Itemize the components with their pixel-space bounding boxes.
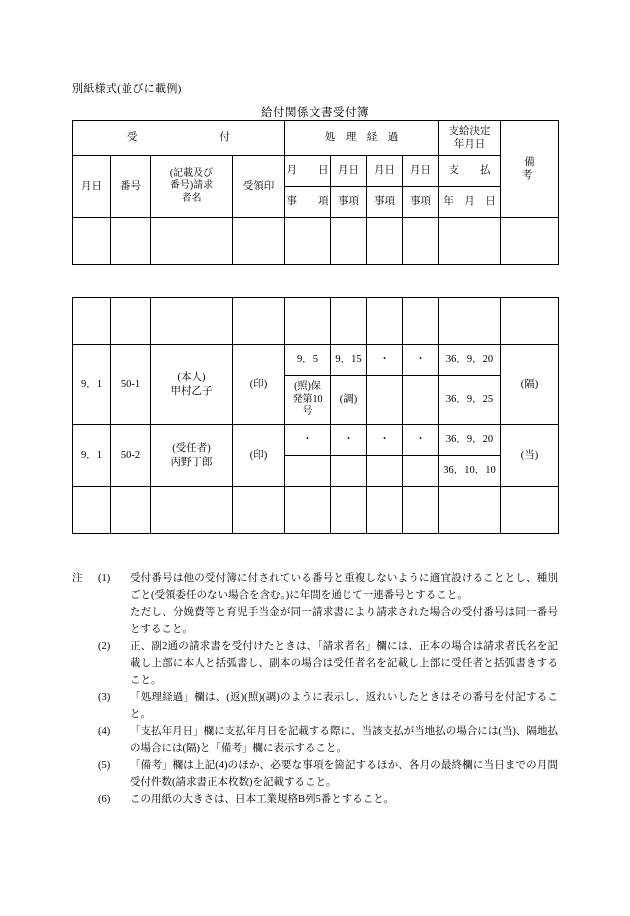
note-body [130, 570, 558, 638]
cell-remark: (隔) [501, 345, 559, 425]
col-processing-4-date: 月日 [403, 156, 439, 187]
note-line: 正、副2通の請求書を受付けたときは、「請求者名」欄には、正本の場合は請求者氏名を記載し上部に本人と括弧書し、副本の場合は受任者名を記載し上部に受任者と括弧書きすること。 [130, 641, 558, 686]
processing-1-item-line1: (照)保 [294, 381, 321, 393]
col-receipt-seal: 受領印 [233, 156, 285, 218]
note-body [130, 791, 558, 808]
table-row [73, 345, 559, 376]
notes-section [72, 570, 558, 808]
cell-processing-4 [403, 487, 439, 534]
header-processing: 処 理 経 過 [285, 121, 439, 156]
cell-processing-4-date: ・ [403, 345, 439, 376]
page-title: 給付関係文書受付簿 [261, 107, 369, 119]
ledger-table-bottom [72, 297, 559, 534]
cell-seal: (印) [233, 345, 285, 425]
cell-remark [501, 487, 559, 534]
cell-processing-3 [367, 218, 403, 265]
note-line: ただし、分娩費等と育児手当金が同一請求書により請求された場合の受付番号は同一番号とすること。 [130, 607, 558, 635]
cell-processing-4-item [403, 376, 439, 425]
col-payment-amount: 支 払 [439, 156, 501, 187]
col-processing-4-item: 事項 [403, 187, 439, 218]
cell-name [151, 487, 233, 534]
cell-number [111, 218, 151, 265]
header-remarks: 備 考 [501, 121, 559, 218]
col-processing-3-date: 月日 [367, 156, 403, 187]
table-header-row-groups [73, 121, 559, 156]
cell-date [73, 487, 111, 534]
cell-payment-date-bottom: 36．10．10 [439, 456, 501, 487]
col-reception-date: 月日 [73, 156, 111, 218]
note-line: 受付番号は他の受付簿に付されている番号と重複しないように適宜設けることとし、種別ごと(受領委任のない場合を含む。)に年間を通じて一連番号とすること。 [130, 573, 558, 601]
col-processing-2-item: 事項 [331, 187, 367, 218]
note-line: 「支払年月日」欄に支払年月日を記載する際に、当該支払が当地払の場合には(当)、隔地払の場合には(隔)と「備考」欄に表示すること。 [130, 726, 558, 754]
cell-processing-2-item [331, 456, 367, 487]
cell-processing-3 [367, 298, 403, 345]
note-item-5 [72, 757, 558, 791]
cell-number [111, 298, 151, 345]
cell-processing-1 [285, 487, 331, 534]
cell-number: 50-2 [111, 425, 151, 487]
note-item-4 [72, 723, 558, 757]
note-number: (2) [98, 641, 111, 652]
cell-processing-3-item [367, 376, 403, 425]
note-item-3 [72, 689, 558, 723]
note-line: 「備考」欄は上記(4)のほか、必要な事項を箇記するほか、各月の最終欄に当日までの月間受付件数(請求書正本枚数)を記載すること。 [130, 760, 558, 788]
header-reception: 受 付 [73, 121, 285, 156]
cell-remark [501, 218, 559, 265]
cell-processing-2 [331, 218, 367, 265]
note-number: (3) [98, 692, 111, 703]
table-header-row-sub-top [73, 156, 559, 187]
cell-payment [439, 487, 501, 534]
reception-ledger-template-table [72, 120, 587, 265]
table-row [73, 218, 559, 265]
note-body [130, 757, 558, 791]
note-number: (6) [98, 794, 111, 805]
cell-number [111, 487, 151, 534]
cell-remark: (当) [501, 425, 559, 487]
cell-processing-1 [285, 218, 331, 265]
cell-processing-1-date: 9．5 [285, 345, 331, 376]
cell-date: 9．1 [73, 425, 111, 487]
col-processing-1-date: 月 日 [285, 156, 331, 187]
cell-payment [439, 218, 501, 265]
cell-seal [233, 487, 285, 534]
cell-date [73, 298, 111, 345]
cell-processing-3-item [367, 456, 403, 487]
cell-processing-1 [285, 298, 331, 345]
cell-processing-2-date: 9．15 [331, 345, 367, 376]
cell-seal: (印) [233, 425, 285, 487]
cell-processing-4 [403, 298, 439, 345]
col-processing-3-item: 事項 [367, 187, 403, 218]
cell-name [151, 345, 233, 425]
cell-seal [233, 218, 285, 265]
cell-remark [501, 298, 559, 345]
notes-label: 注 [72, 573, 83, 584]
note-number: (5) [98, 760, 111, 771]
col-processing-2-date: 月日 [331, 156, 367, 187]
cell-name [151, 298, 233, 345]
header-payment-decision-line1: 支給決定 [448, 125, 491, 137]
cell-processing-2 [331, 298, 367, 345]
header-payment-decision [439, 121, 501, 156]
col-reception-number: 番号 [111, 156, 151, 218]
cell-name [151, 425, 233, 487]
note-item-2 [72, 638, 558, 689]
cell-processing-2-item: (調) [331, 376, 367, 425]
table-row [73, 487, 559, 534]
cell-processing-1-item [285, 376, 331, 425]
cell-name-line1: (受任者) [172, 443, 211, 455]
reception-ledger-example-table [72, 297, 558, 534]
cell-name-line2: 丙野丁郎 [170, 456, 213, 468]
cell-date: 9．1 [73, 345, 111, 425]
ledger-table-top [72, 120, 587, 265]
cell-processing-2 [331, 487, 367, 534]
cell-processing-3-date: ・ [367, 425, 403, 456]
cell-seal [233, 298, 285, 345]
cell-processing-4 [403, 218, 439, 265]
cell-date [73, 218, 111, 265]
cell-payment-date-top: 36．9．20 [439, 425, 501, 456]
col-claimant-name: (記載及び 番号)請求 者名 [151, 156, 233, 218]
note-item-1 [72, 570, 558, 638]
note-item-6 [72, 791, 558, 808]
cell-number: 50-1 [111, 345, 151, 425]
note-body [130, 723, 558, 757]
cell-payment [439, 298, 501, 345]
cell-payment-date-bottom: 36．9．25 [439, 376, 501, 425]
cell-payment-date-top: 36．9．20 [439, 345, 501, 376]
note-body [130, 638, 558, 689]
processing-1-item-line3: 号 [302, 406, 313, 418]
cell-processing-1-date: ・ [285, 425, 331, 456]
cell-processing-3-date: ・ [367, 345, 403, 376]
note-line: 「処理経過」欄は、(返)(照)(調)のように表示し、返れいしたときはその番号を付記すること。 [130, 692, 558, 720]
note-line: この用紙の大きさは、日本工業規格B列5番とすること。 [130, 794, 395, 805]
cell-processing-3 [367, 487, 403, 534]
cell-processing-4-date: ・ [403, 425, 439, 456]
note-number: (1) [98, 573, 111, 584]
note-number: (4) [98, 726, 111, 737]
processing-1-item-line2: 発第10 [292, 393, 323, 405]
col-payment-date: 年 月 日 [439, 187, 501, 218]
cell-name-line2: 甲村乙子 [170, 385, 213, 397]
col-processing-1-item: 事 項 [285, 187, 331, 218]
note-body [130, 689, 558, 723]
cell-processing-4-item [403, 456, 439, 487]
cell-name [151, 218, 233, 265]
table-row [73, 298, 559, 345]
header-payment-decision-line2: 年月日 [453, 139, 486, 150]
table-row [73, 425, 559, 456]
cell-processing-2-date: ・ [331, 425, 367, 456]
cell-processing-1-item [285, 456, 331, 487]
cell-name-line1: (本人) [177, 372, 206, 384]
form-label: 別紙様式(並びに載例) [72, 83, 182, 95]
